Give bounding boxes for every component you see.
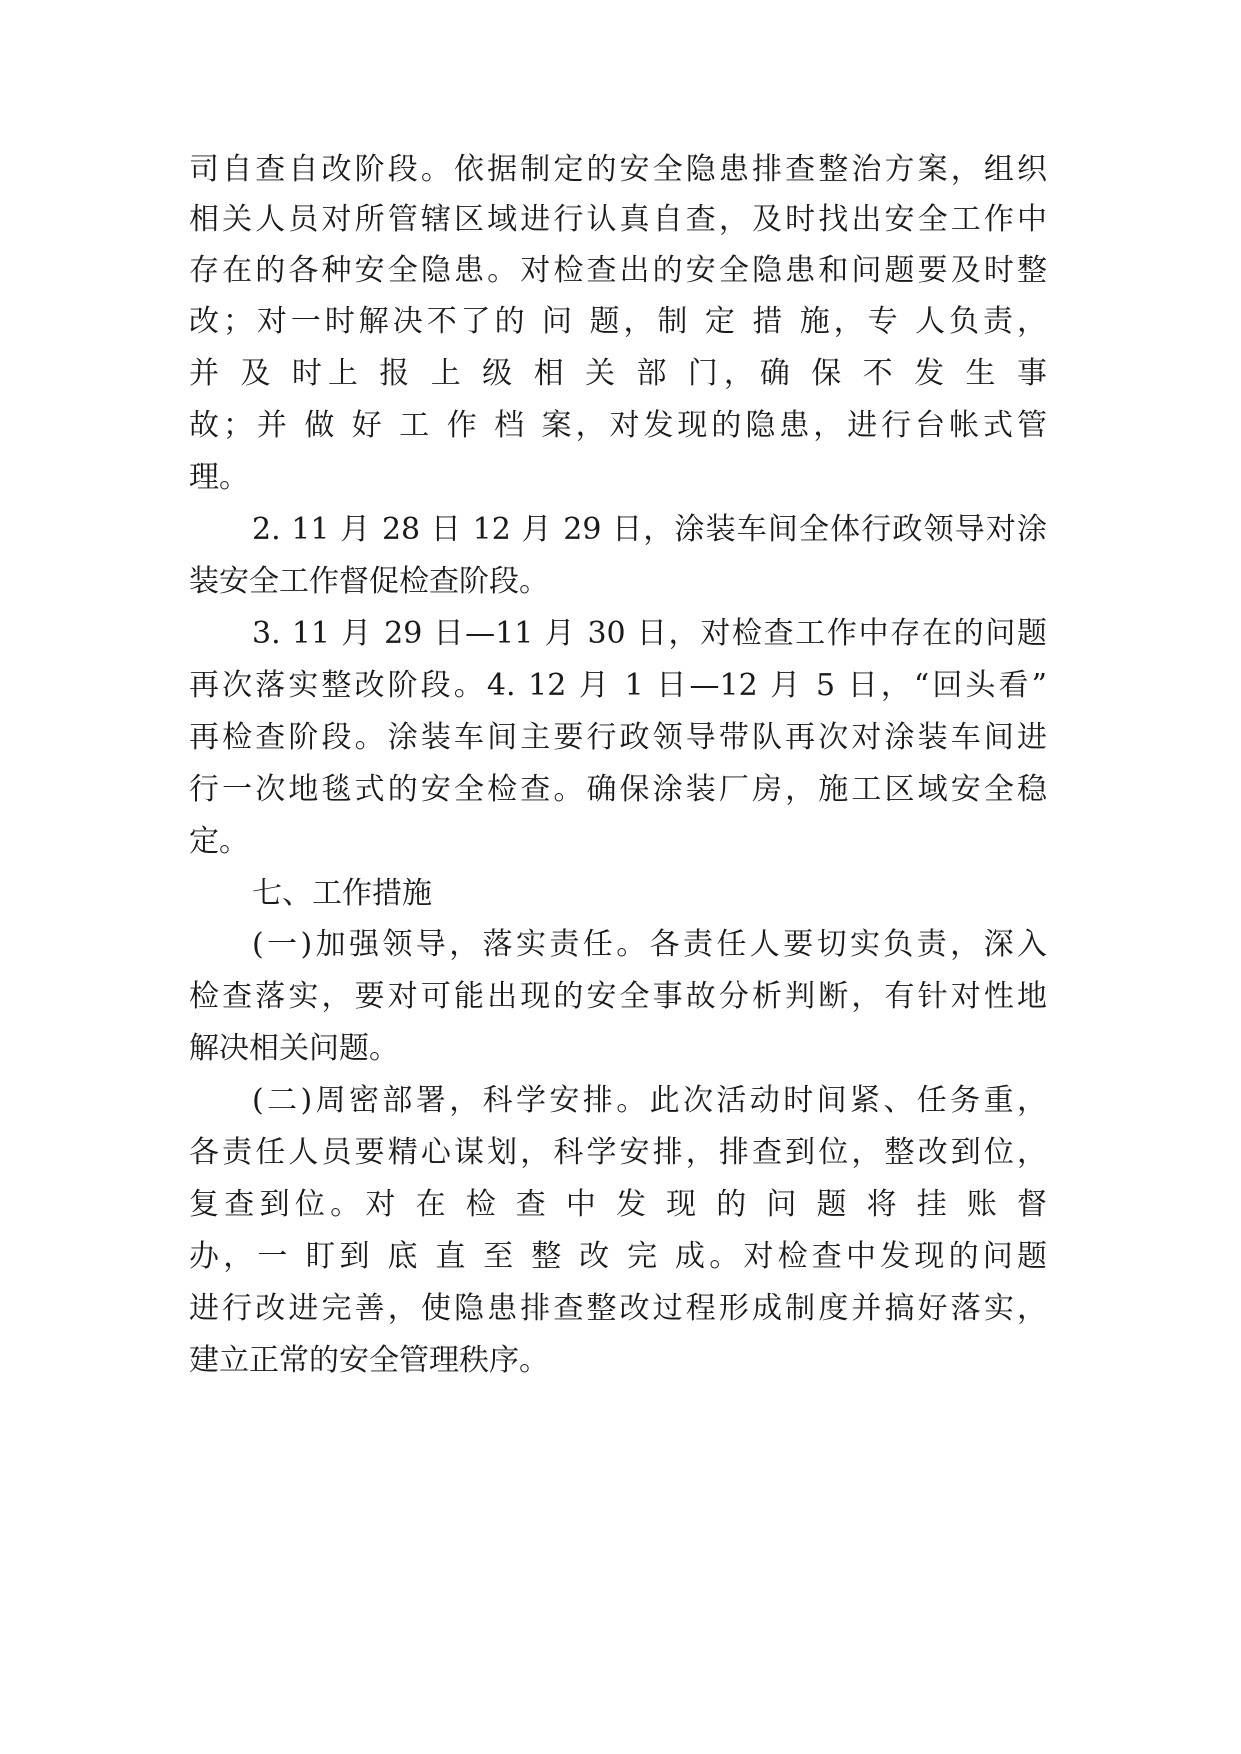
text-line: 各责任人员要精心谋划，科学安排，排查到位，整改到位， (189, 1135, 1047, 1170)
text-line: 司自查自改阶段。依据制定的安全隐患排查整治方案，组织 (189, 152, 1047, 187)
text-line: 存在的各种安全隐患。对检查出的安全隐患和问题要及时整 (189, 253, 1047, 288)
text-line: 再次落实整改阶段。4. 12 月 1 日—12 月 5 日，“回头看” (189, 668, 1047, 703)
section-heading: 七、工作措施 (252, 876, 432, 911)
text-line: 并 及 时上 报 上 级 相 关 部 门，确 保 不 发 生 事 (189, 356, 1047, 391)
text-line: 建立正常的安全管理秩序。 (189, 1343, 549, 1378)
text-line: 检查落实，要对可能出现的安全事故分析判断，有针对性地 (189, 979, 1047, 1014)
text-line: 办，一 盯到 底 直 至 整 改 完 成。对检查中发现的问题 (189, 1239, 1047, 1274)
text-line: 定。 (189, 824, 249, 859)
list-item-line: (二)周密部署，科学安排。此次活动时间紧、任务重， (252, 1083, 1047, 1118)
text-line: 行一次地毯式的安全检查。确保涂装厂房，施工区域安全稳 (189, 772, 1047, 807)
list-item-line: 3. 11 月 29 日—11 月 30 日，对检查工作中存在的问题 (252, 616, 1047, 651)
text-line: 理。 (189, 460, 249, 495)
text-line: 改；对一时解决不了的 问 题，制 定 措 施，专 人负责， (189, 304, 1047, 339)
text-line: 故；并 做 好 工 作 档 案，对发现的隐患，进行台帐式管 (189, 408, 1047, 443)
text-line: 进行改进完善，使隐患排查整改过程形成制度并搞好落实， (189, 1291, 1047, 1326)
text-line: 解决相关问题。 (189, 1031, 399, 1066)
text-line: 复查到位。对 在 检 查 中 发 现 的 问 题 将 挂 账 督 (189, 1187, 1047, 1222)
text-line: 再检查阶段。涂装车间主要行政领导带队再次对涂装车间进 (189, 720, 1047, 755)
list-item-line: 2. 11 月 28 日 12 月 29 日，涂装车间全体行政领导对涂 (252, 512, 1047, 547)
text-line: 相关人员对所管辖区域进行认真自查，及时找出安全工作中 (189, 202, 1047, 237)
list-item-line: (一)加强领导，落实责任。各责任人要切实负责，深入 (252, 927, 1047, 962)
text-line: 装安全工作督促检查阶段。 (189, 564, 549, 599)
